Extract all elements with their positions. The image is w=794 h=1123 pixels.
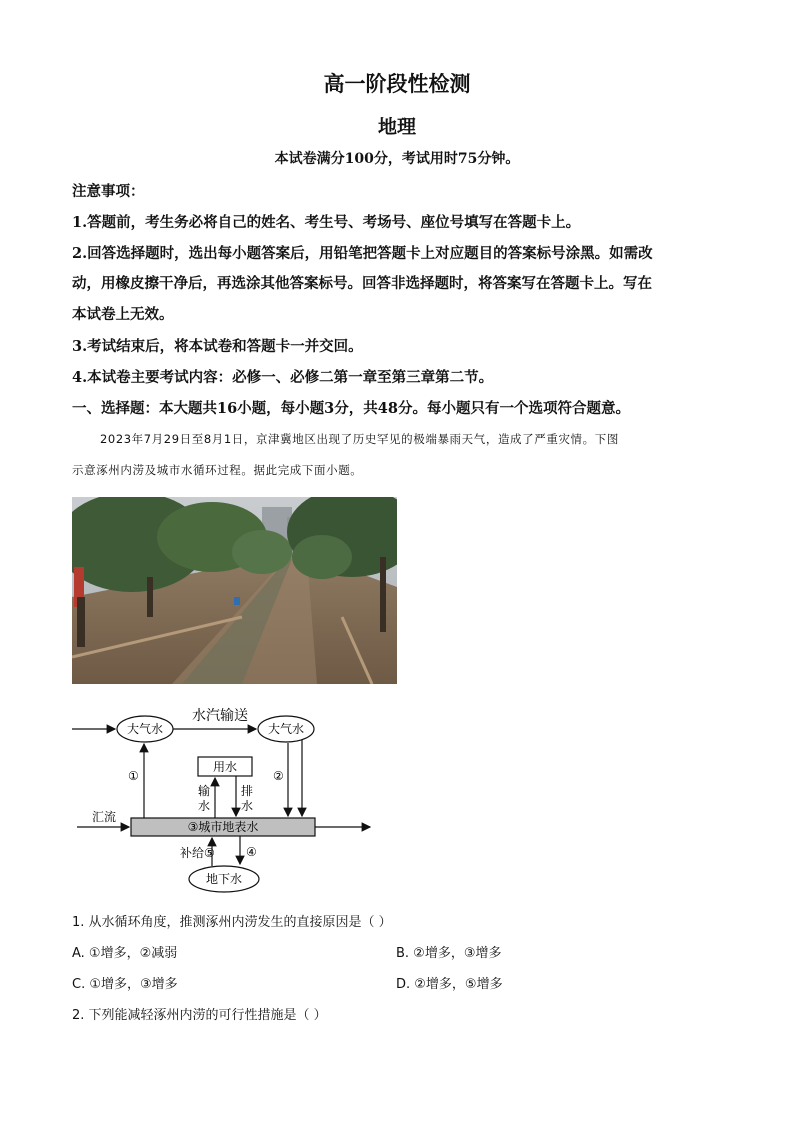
question-1-option-b[interactable]: B. ②增多，③增多: [396, 946, 502, 961]
note-2-line-3: 本试卷上无效。: [72, 306, 174, 323]
exam-title: 高一阶段性检测: [323, 71, 471, 96]
question-2-stem: 2. 下列能减轻涿州内涝的可行性措施是（ ）: [72, 1008, 327, 1023]
atmosphere-right-label: 大气水: [267, 722, 305, 736]
note-4: 4.本试卷主要考试内容：必修一、必修二第一章至第三章第二节。: [72, 369, 494, 386]
inflow-label: 汇流: [92, 810, 117, 824]
process-1-label: ①: [128, 769, 139, 783]
drain-char-2: 水: [241, 799, 254, 813]
subject-title: 地理: [377, 116, 416, 138]
process-4-label: ④: [246, 845, 257, 859]
atmosphere-left-label: 大气水: [126, 722, 164, 736]
supply-label: 补给⑤: [180, 846, 215, 860]
question-1-option-d[interactable]: D. ②增多，⑤增多: [396, 977, 503, 992]
surface-water-label: ③城市地表水: [187, 820, 259, 834]
note-2-line-2: 动，用橡皮擦干净后，再选涂其他答案标号。回答非选择题时，将答案写在答题卡上。写在: [72, 275, 652, 292]
groundwater-label: 地下水: [205, 872, 243, 886]
note-3: 3.考试结束后，将本试卷和答题卡一并交回。: [72, 338, 363, 355]
section-heading: 一、选择题：本大题共16小题，每小题3分，共48分。每小题只有一个选项符合题意。: [72, 400, 630, 417]
passage-line-1: 2023年7月29日至8月1日，京津冀地区出现了历史罕见的极端暴雨天气，造成了严重灾情。下图: [100, 432, 619, 446]
question-1-stem: 1. 从水循环角度，推测涿州内涝发生的直接原因是（ ）: [72, 915, 392, 930]
note-1: 1.答题前，考生务必将自己的姓名、考生号、考场号、座位号填写在答题卡上。: [72, 214, 581, 231]
water-cycle-diagram: [72, 700, 382, 899]
passage: [72, 424, 722, 486]
question-1-option-a[interactable]: A. ①增多，②减弱: [72, 946, 178, 961]
transport-char-1: 输: [198, 784, 211, 798]
process-2-label: ②: [273, 769, 284, 783]
note-2-line-1: 2.回答选择题时，选出每小题答案后，用铅笔把答题卡上对应题目的答案标号涂黑。如需改: [72, 245, 653, 262]
vapor-transport-label: 水汽输送: [192, 708, 248, 724]
transport-char-2: 水: [198, 799, 211, 813]
notes-heading: 注意事项：: [72, 183, 145, 200]
exam-info: 本试卷满分100分，考试用时75分钟。: [274, 151, 520, 167]
water-use-label: 用水: [212, 760, 238, 774]
passage-line-2: 示意涿州内涝及城市水循环过程。据此完成下面小题。: [72, 463, 363, 477]
drain-char-1: 排: [241, 784, 254, 798]
question-1-option-c[interactable]: C. ①增多，③增多: [72, 977, 178, 992]
flood-photo: [72, 497, 397, 684]
